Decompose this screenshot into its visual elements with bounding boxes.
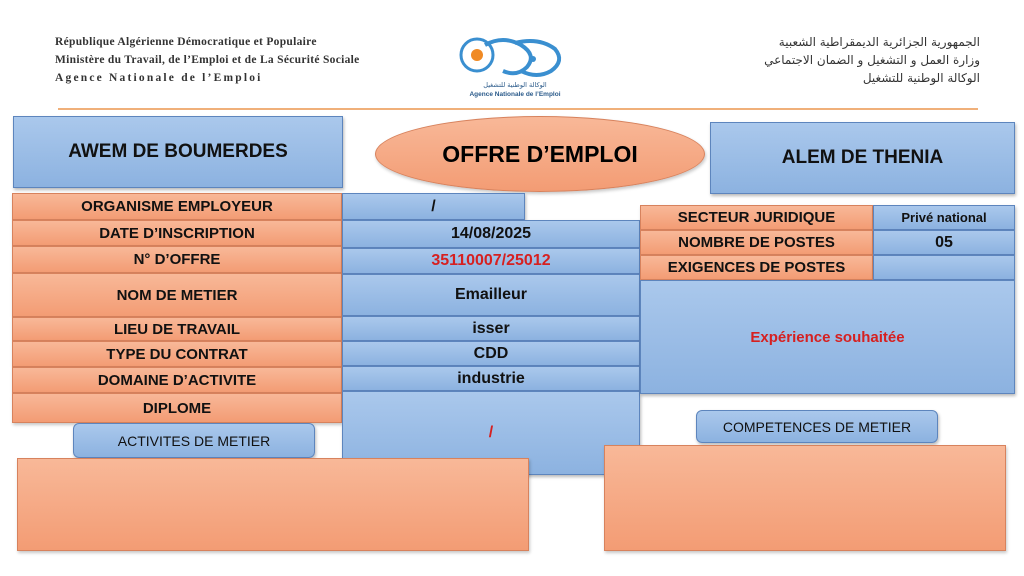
alem-title-box — [710, 122, 1015, 194]
header-french — [55, 33, 360, 87]
header-fr-line2: Ministère du Travail, de l’Emploi et de La Sécurité Sociale — [55, 54, 360, 66]
competences-heading — [696, 410, 938, 443]
value-metier-text: Emailleur — [454, 286, 528, 303]
label-secteur-text: SECTEUR JURIDIQUE — [677, 209, 836, 226]
awem-title-box — [13, 116, 343, 188]
label-organisme — [12, 193, 342, 220]
label-exigences — [640, 255, 873, 280]
label-postes — [640, 230, 873, 255]
header-fr-line1: République Algérienne Démocratique et Populaire — [55, 36, 317, 48]
logo-french-text: Agence Nationale de l’Emploi — [469, 91, 561, 98]
header-ar-line2: وزارة العمل و التشغيل و الضمان الاجتماعي — [764, 53, 980, 67]
logo-arabic-text: الوكالة الوطنية للتشغيل — [483, 81, 547, 89]
header-ar-line1: الجمهورية الجزائرية الديمقراطية الشعبية — [778, 35, 980, 49]
label-numero — [12, 246, 342, 273]
offre-title: OFFRE D’EMPLOI — [442, 140, 638, 167]
value-postes — [873, 230, 1015, 255]
label-secteur — [640, 205, 873, 230]
label-diplome-text: DIPLOME — [142, 399, 212, 417]
value-organisme — [342, 193, 525, 220]
label-contrat — [12, 341, 342, 367]
experience-text: Expérience souhaitée — [750, 328, 905, 346]
label-metier — [12, 273, 342, 317]
header-fr-line3: Agence Nationale de l’Emploi — [55, 72, 263, 84]
value-diplome-text: / — [488, 424, 494, 441]
label-lieu-text: LIEU DE TRAVAIL — [113, 320, 241, 338]
value-contrat-text: CDD — [473, 344, 509, 362]
value-secteur — [873, 205, 1015, 230]
value-date-text: 14/08/2025 — [450, 225, 532, 242]
activites-heading-text: ACTIVITES DE METIER — [117, 432, 271, 449]
label-date-text: DATE D’INSCRIPTION — [99, 224, 255, 242]
label-exigences-text: EXIGENCES DE POSTES — [667, 259, 846, 276]
activites-heading — [73, 423, 315, 458]
value-metier — [342, 274, 640, 316]
value-organisme-text: / — [431, 197, 436, 215]
value-lieu — [342, 316, 640, 341]
alem-title: ALEM DE THENIA — [781, 147, 944, 168]
experience-box — [640, 280, 1015, 394]
label-organisme-text: ORGANISME EMPLOYEUR — [81, 198, 273, 215]
anem-logo — [455, 33, 575, 103]
awem-title: AWEM DE BOUMERDES — [68, 141, 288, 162]
value-domaine-text: industrie — [457, 369, 525, 387]
header-divider — [58, 108, 978, 110]
value-numero — [342, 248, 640, 274]
competences-box — [604, 445, 1006, 551]
offre-title-oval — [375, 116, 705, 192]
label-domaine-text: DOMAINE D’ACTIVITE — [97, 371, 257, 389]
header-ar-line3: الوكالة الوطنية للتشغيل — [862, 71, 980, 85]
value-date — [342, 220, 640, 248]
label-diplome — [12, 393, 342, 423]
value-numero-text: 35110007/25012 — [431, 252, 551, 269]
label-metier-text: NOM DE METIER — [116, 286, 238, 304]
value-lieu-text: isser — [472, 319, 510, 337]
label-date — [12, 220, 342, 246]
value-postes-text: 05 — [935, 233, 953, 251]
label-domaine — [12, 367, 342, 393]
label-postes-text: NOMBRE DE POSTES — [678, 234, 835, 251]
value-contrat — [342, 341, 640, 366]
label-contrat-text: TYPE DU CONTRAT — [106, 345, 248, 363]
activites-box — [17, 458, 529, 551]
header-arabic — [600, 33, 980, 87]
value-exigences — [873, 255, 1015, 280]
label-numero-text: N° D’OFFRE — [133, 251, 221, 268]
value-domaine — [342, 366, 640, 391]
value-secteur-text: Privé national — [901, 210, 987, 225]
label-lieu — [12, 317, 342, 341]
competences-heading-text: COMPETENCES DE METIER — [722, 418, 912, 435]
